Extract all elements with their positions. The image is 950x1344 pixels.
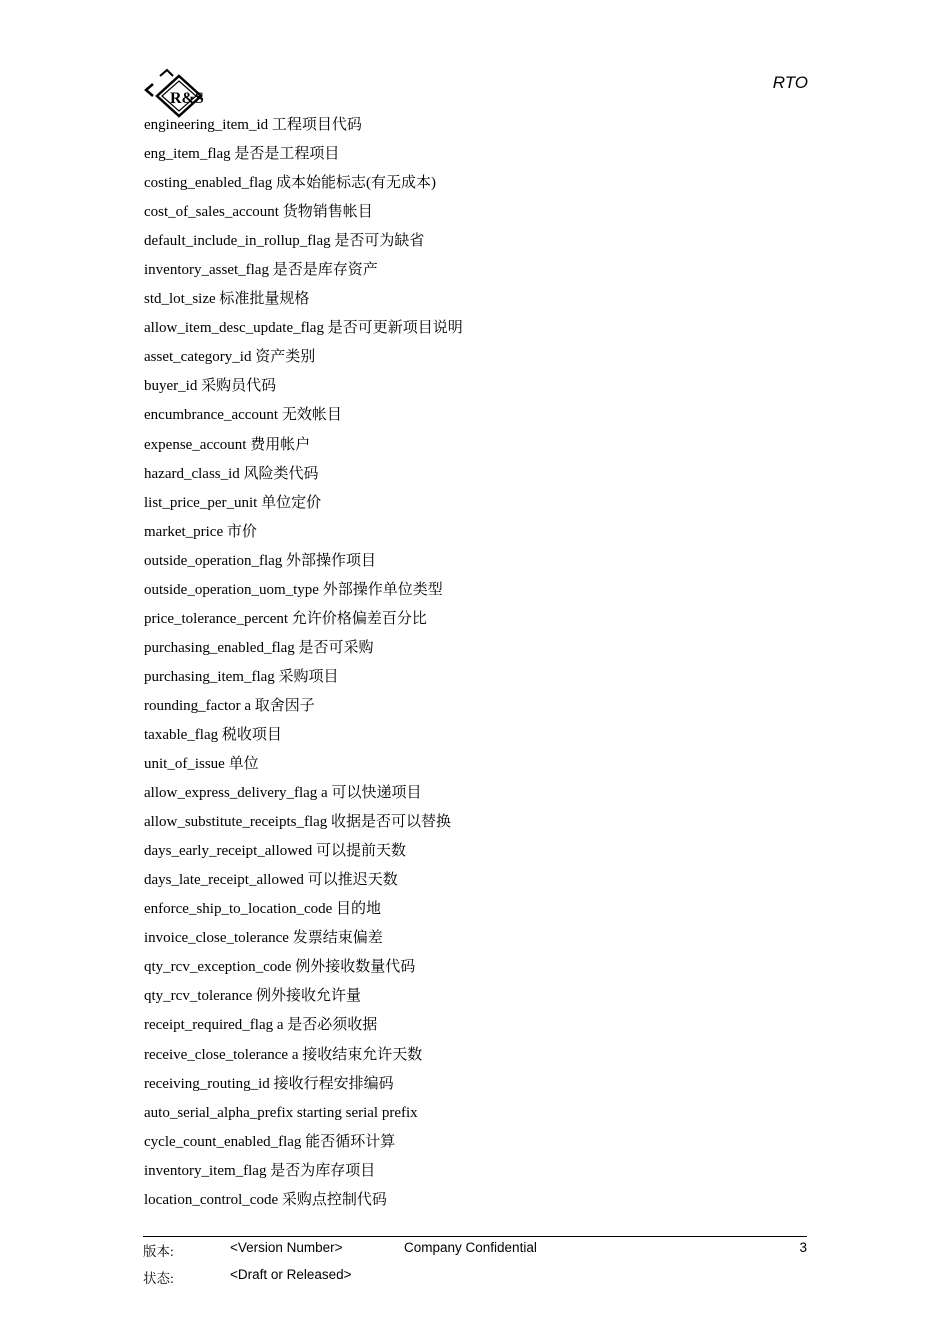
field-description: 外部操作项目	[286, 552, 377, 569]
field-name: std_lot_size	[144, 291, 216, 308]
field-row	[144, 116, 463, 145]
field-name: unit_of_issue	[144, 756, 225, 773]
field-name: purchasing_item_flag	[144, 668, 275, 685]
field-row	[144, 900, 463, 929]
field-row	[144, 465, 463, 494]
version-label: 版本:	[143, 1244, 174, 1259]
field-description: 税收项目	[221, 726, 282, 743]
field-row	[144, 1104, 463, 1133]
status-label: 状态:	[143, 1271, 174, 1286]
field-description: 成本始能标志(有无成本)	[276, 175, 437, 192]
field-name: inventory_asset_flag	[144, 262, 269, 279]
field-description: 能否循环计算	[305, 1133, 396, 1150]
version-value: <Version Number>	[230, 1240, 343, 1255]
field-description: 可以提前天数	[316, 843, 407, 860]
field-name: purchasing_enabled_flag	[144, 639, 295, 656]
svg-text:R&S: R&S	[170, 90, 204, 107]
field-name: rounding_factor a	[144, 697, 252, 714]
confidential-label: Company Confidential	[404, 1240, 537, 1255]
field-name: enforce_ship_to_location_code	[144, 901, 333, 918]
field-row	[144, 813, 463, 842]
field-name: market_price	[144, 523, 224, 540]
field-row	[144, 668, 463, 697]
field-description: 采购员代码	[201, 378, 277, 395]
field-description: 费用帐户	[250, 436, 311, 453]
field-name: engineering_item_id	[144, 117, 269, 133]
field-description: 货物销售帐目	[282, 204, 373, 221]
field-description: 单位定价	[261, 494, 322, 511]
field-row	[144, 784, 463, 813]
field-description: 例外接收允许量	[256, 988, 362, 1005]
field-name: days_late_receipt_allowed	[144, 872, 304, 889]
field-row	[144, 755, 463, 784]
field-name: default_include_in_rollup_flag	[144, 233, 331, 250]
field-description: 外部操作单位类型	[322, 581, 443, 598]
field-description: 资产类别	[255, 349, 316, 366]
field-row	[144, 523, 463, 552]
field-name: costing_enabled_flag	[144, 175, 273, 192]
field-description: 发票结束偏差	[292, 930, 383, 947]
field-row	[144, 1046, 463, 1075]
field-description: 风险类代码	[243, 465, 319, 482]
field-name: qty_rcv_exception_code	[144, 959, 292, 976]
field-description: 是否必须收据	[287, 1017, 378, 1034]
field-description: 是否是库存资产	[272, 262, 378, 279]
field-row	[144, 581, 463, 610]
field-description: 采购点控制代码	[281, 1191, 387, 1208]
field-name: location_control_code	[144, 1191, 279, 1208]
field-name: expense_account	[144, 436, 247, 453]
field-name: outside_operation_flag	[144, 552, 283, 569]
field-row	[144, 610, 463, 639]
field-row	[144, 1075, 463, 1104]
field-list	[144, 116, 463, 1220]
field-name: allow_express_delivery_flag a	[144, 785, 328, 802]
field-name: receive_close_tolerance a	[144, 1046, 299, 1063]
field-description: 是否可为缺省	[334, 233, 425, 250]
field-row	[144, 987, 463, 1016]
page-footer	[143, 1240, 807, 1294]
header-title: RTO	[772, 73, 808, 92]
field-description: 无效帐目	[281, 407, 342, 424]
field-row	[144, 929, 463, 958]
field-row	[144, 348, 463, 377]
field-row	[144, 1133, 463, 1162]
field-name: auto_serial_alpha_prefix	[144, 1104, 294, 1121]
field-row	[144, 319, 463, 348]
field-description: 允许价格偏差百分比	[291, 610, 427, 627]
field-name: inventory_item_flag	[144, 1162, 267, 1179]
field-row	[144, 1162, 463, 1191]
field-row	[144, 842, 463, 871]
field-description: 是否是工程项目	[234, 146, 340, 163]
field-row	[144, 726, 463, 755]
field-name: outside_operation_uom_type	[144, 581, 319, 598]
field-row	[144, 552, 463, 581]
footer-row-status	[143, 1267, 807, 1294]
field-name: encumbrance_account	[144, 407, 279, 424]
field-row	[144, 697, 463, 726]
field-name: allow_item_desc_update_flag	[144, 320, 324, 337]
field-row	[144, 639, 463, 668]
field-name: receiving_routing_id	[144, 1075, 270, 1092]
field-name: cost_of_sales_account	[144, 204, 279, 221]
field-row	[144, 174, 463, 203]
field-row	[144, 436, 463, 465]
field-name: days_early_receipt_allowed	[144, 843, 313, 860]
field-name: hazard_class_id	[144, 465, 240, 482]
field-description: 收据是否可以替换	[331, 814, 452, 831]
field-description: 市价	[226, 523, 257, 540]
field-description: 目的地	[336, 901, 382, 918]
field-description: 标准批量规格	[219, 291, 310, 308]
field-row	[144, 871, 463, 900]
field-description: 是否可采购	[298, 639, 374, 656]
field-row	[144, 494, 463, 523]
field-row	[144, 1191, 463, 1220]
field-description: 工程项目代码	[271, 117, 362, 133]
field-name: list_price_per_unit	[144, 494, 258, 511]
field-description: 单位	[228, 756, 259, 773]
field-description: 采购项目	[278, 668, 339, 685]
field-name: allow_substitute_receipts_flag	[144, 814, 328, 831]
field-description: 可以快递项目	[331, 785, 422, 802]
field-row	[144, 261, 463, 290]
field-name: receipt_required_flag a	[144, 1017, 284, 1034]
field-description: 取舍因子	[254, 697, 315, 714]
field-description: 接收行程安排编码	[273, 1075, 394, 1092]
field-description: 是否为库存项目	[270, 1162, 376, 1179]
field-name: cycle_count_enabled_flag	[144, 1133, 302, 1150]
page-number: 3	[799, 1240, 807, 1255]
field-description: 可以推迟天数	[307, 872, 398, 889]
field-description: 接收结束允许天数	[302, 1046, 423, 1063]
field-row	[144, 203, 463, 232]
field-row	[144, 232, 463, 261]
company-logo	[143, 68, 205, 118]
field-row	[144, 406, 463, 435]
field-name: buyer_id	[144, 378, 198, 395]
field-name: qty_rcv_tolerance	[144, 988, 253, 1005]
field-description: 例外接收数量代码	[295, 959, 416, 976]
field-description: 是否可更新项目说明	[327, 320, 463, 337]
status-value: <Draft or Released>	[230, 1267, 352, 1282]
field-row	[144, 958, 463, 987]
footer-divider	[143, 1236, 807, 1237]
field-row	[144, 145, 463, 174]
field-name: asset_category_id	[144, 349, 252, 366]
field-row	[144, 290, 463, 319]
field-name: eng_item_flag	[144, 146, 231, 163]
field-row	[144, 377, 463, 406]
field-row	[144, 1016, 463, 1045]
field-name: taxable_flag	[144, 726, 219, 743]
field-name: invoice_close_tolerance	[144, 930, 289, 947]
field-name: price_tolerance_percent	[144, 610, 289, 627]
field-description: starting serial prefix	[296, 1104, 418, 1121]
footer-row-version	[143, 1240, 807, 1267]
